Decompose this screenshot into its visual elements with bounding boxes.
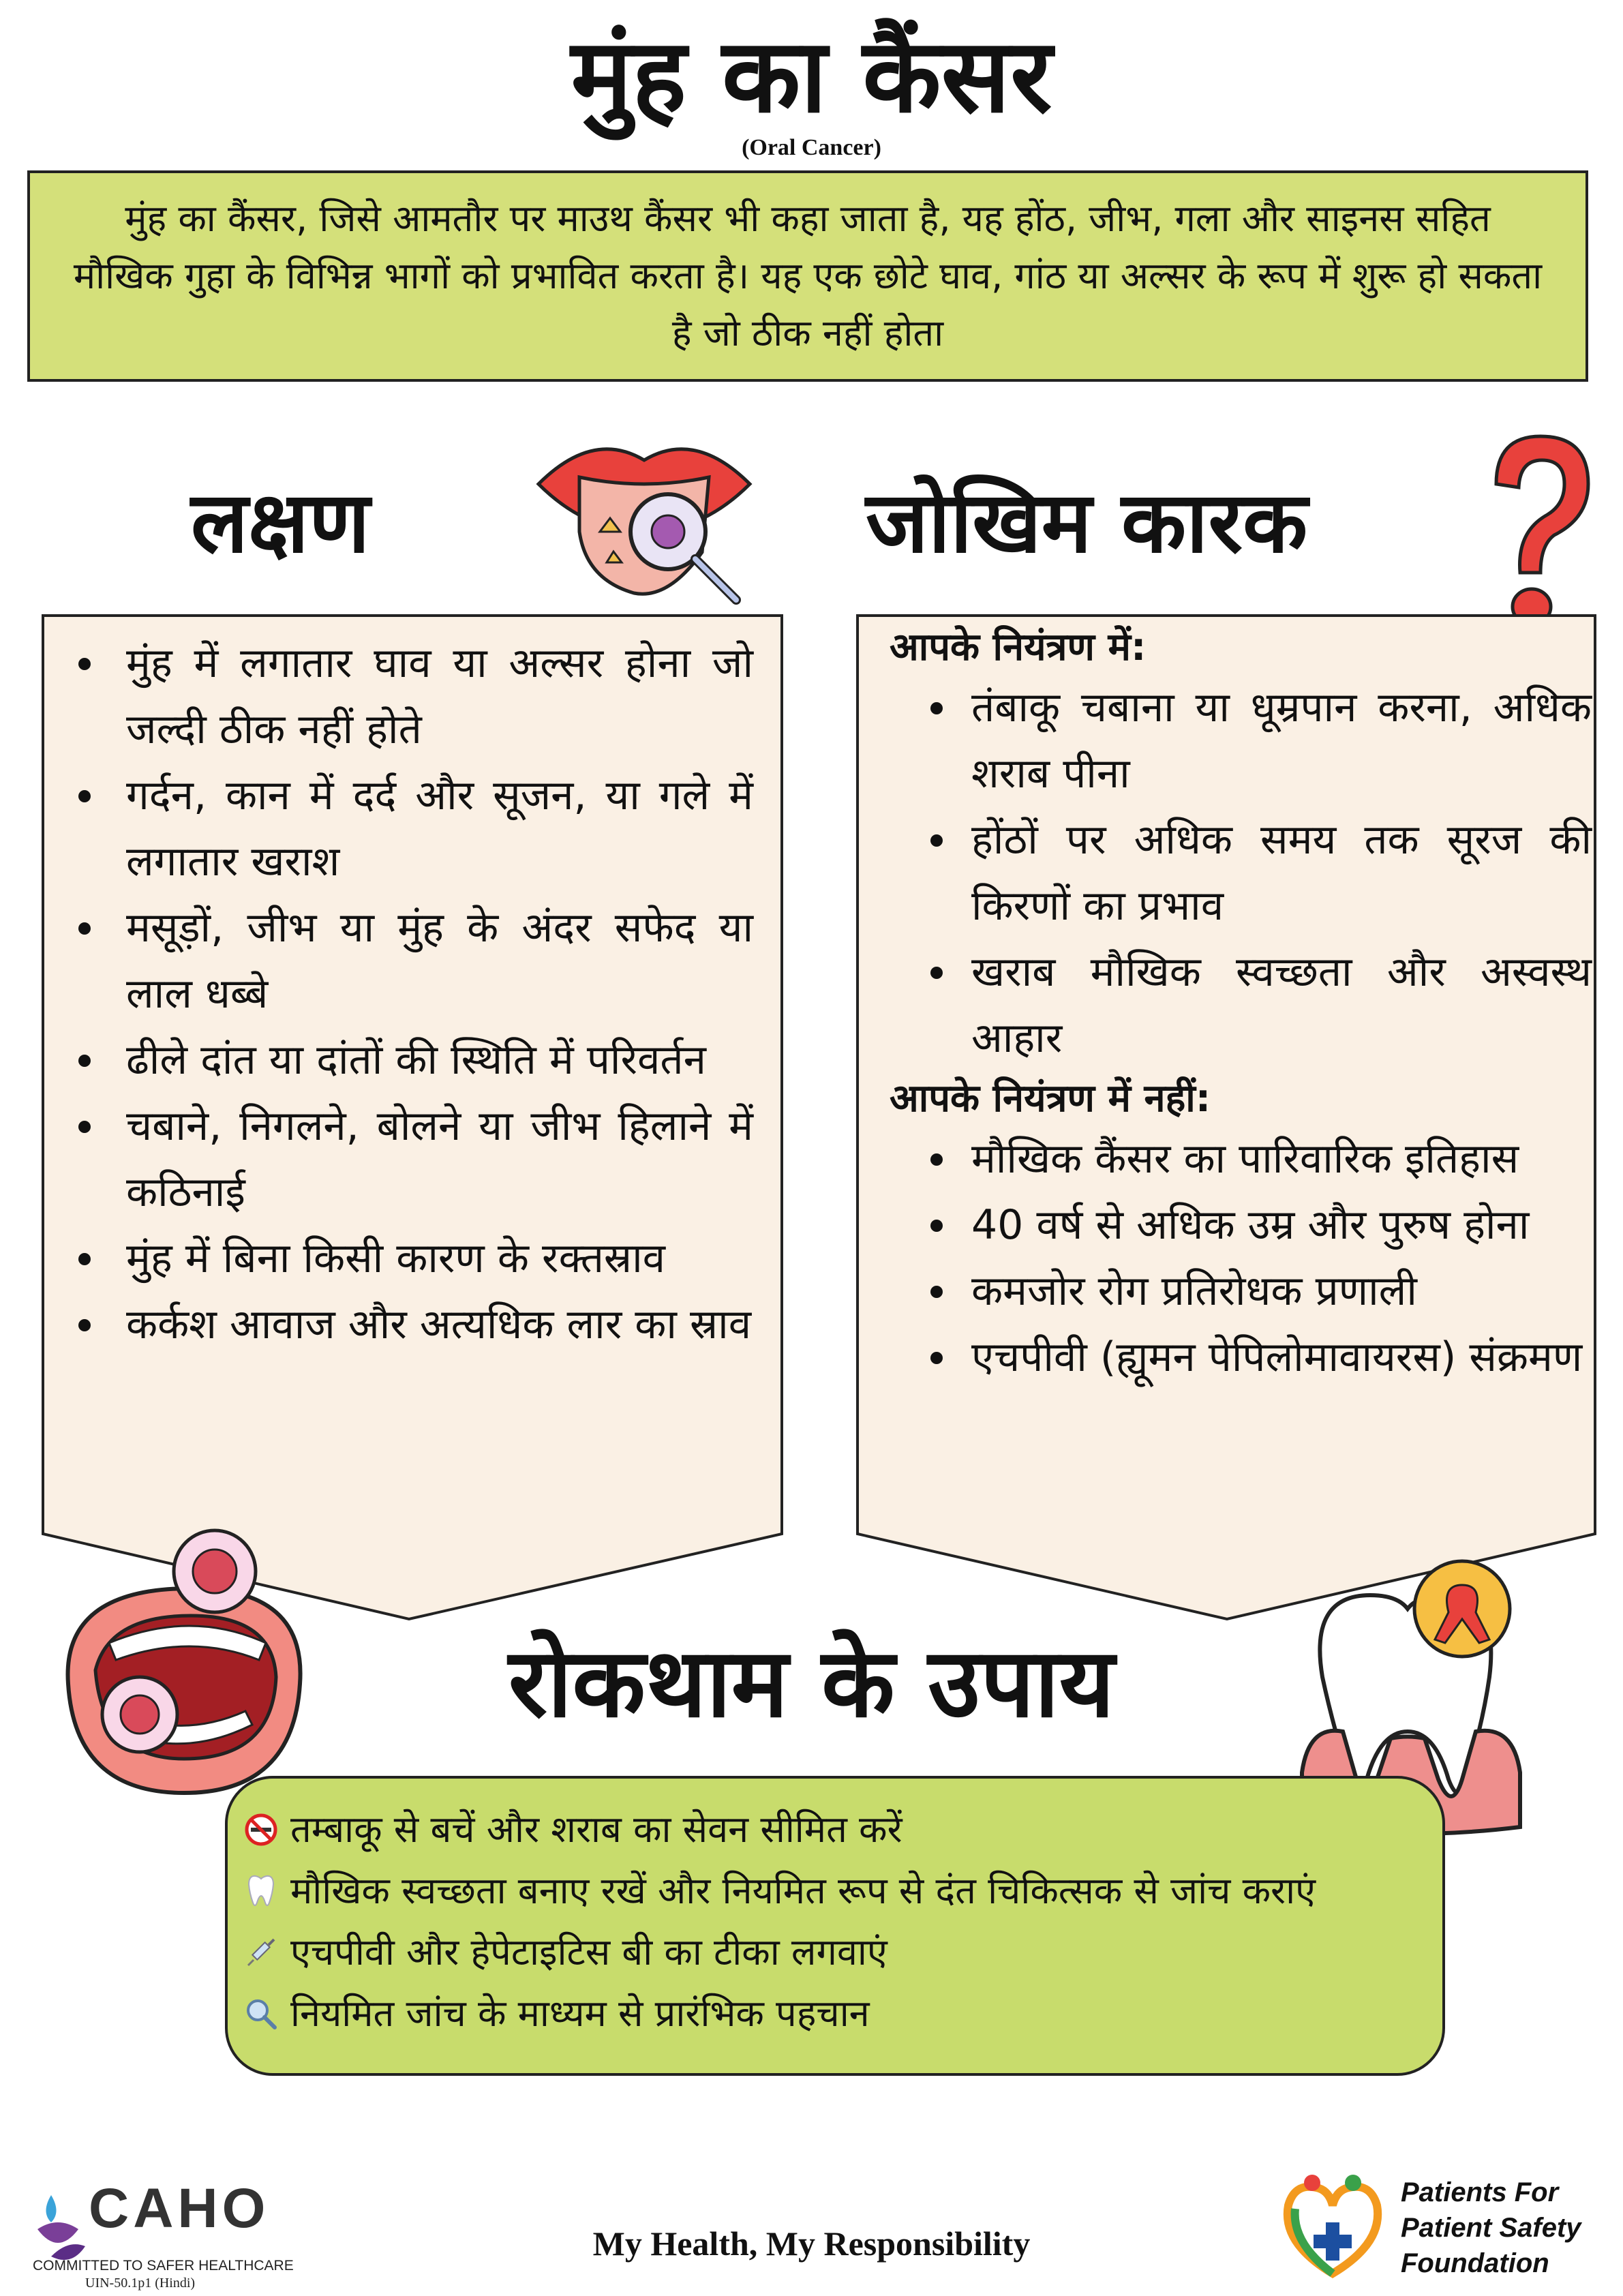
uncontrollable-heading: आपके नियंत्रण में नहीं: [890,1076,1211,1121]
prevention-box [225,1776,1445,2076]
prevention-item [241,1983,1442,2044]
symptoms-heading: लक्षण [191,474,370,572]
list-item: कर्कश आवाज और अत्यधिक लार का स्राव [65,1292,753,1358]
prevention-heading: रोकथाम के उपाय [508,1628,1115,1739]
prevention-item [241,1860,1442,1922]
prevention-item [241,1922,1442,1983]
list-item: एचपीवी (ह्यूमन पेपिलोमावायरस) संक्रमण [890,1325,1592,1391]
prevention-item [241,1799,1442,1860]
intro-text: मुंह का कैंसर, जिसे आमतौर पर माउथ कैंसर भी कहा जाता है, यह होंठ, जीभ, गला और साइनस सहित मौखिक गुहा के विभिन्न भागों को प्रभावित करता है। यह एक छोटे घाव, गांठ या अल्सर के रूप में शुरू हो सकता है जो ठीक नहीं होता [73,197,1543,354]
pfps-name [1401,2175,1581,2281]
list-item: मौखिक कैंसर का पारिवारिक इतिहास [890,1126,1592,1192]
list-item: तंबाकू चबाना या धूम्रपान करना, अधिक शराब पीना [890,675,1592,807]
page-title: मुंह का कैंसर [571,17,1052,136]
prevention-item-text: नियमित जांच के माध्यम से प्रारंभिक पहचान [290,1992,870,2035]
prevention-item-text: मौखिक स्वच्छता बनाए रखें और नियमित रूप से दंत चिकित्सक से जांच कराएं [290,1869,1316,1912]
list-item: कमजोर रोग प्रतिरोधक प्रणाली [890,1258,1592,1325]
prevention-item-text: एचपीवी और हेपेटाइटिस बी का टीका लगवाएं [290,1931,888,1974]
list-item: 40 वर्ष से अधिक उम्र और पुरुष होना [890,1192,1592,1258]
magnifier-icon [241,1994,281,2034]
list-item: चबाने, निगलने, बोलने या जीभ हिलाने में कठिनाई [65,1093,753,1226]
risk-factors-list-container [890,620,1592,1391]
controllable-heading: आपके नियंत्रण में: [890,625,1147,669]
caho-tagline: COMMITTED TO SAFER HEALTHCARE [33,2258,294,2274]
pfps-line: Patients For [1401,2177,1559,2207]
list-item: मुंह में लगातार घाव या अल्सर होना जो जल्दी ठीक नहीं होते [65,631,753,763]
footer-tagline: My Health, My Responsibility [592,2224,1031,2263]
no-smoking-icon [241,1810,281,1849]
list-item: खराब मौखिक स्वच्छता और अस्वस्थ आहार [890,939,1592,1072]
caho-name: CAHO [89,2177,270,2239]
pfps-line: Foundation [1401,2248,1549,2278]
pfps-line: Patient Safety [1401,2213,1581,2243]
symptoms-list [65,631,753,1358]
page-subtitle: (Oral Cancer) [742,135,881,160]
list-item: मुंह में बिना किसी कारण के रक्तस्राव [65,1226,753,1292]
list-item: मसूड़ों, जीभ या मुंह के अंदर सफेद या लाल धब्बे [65,895,753,1027]
tongue-magnifier-icon [532,429,757,607]
caho-uin: UIN-50.1p1 (Hindi) [85,2276,196,2291]
list-item: गर्दन, कान में दर्द और सूजन, या गले में लगातार खराश [65,763,753,895]
list-item: ढीले दांत या दांतों की स्थिति में परिवर्तन [65,1027,753,1093]
uncontrollable-list [890,1126,1592,1391]
intro-box [27,170,1588,382]
tooth-icon [241,1871,281,1911]
risk-factors-heading: जोखिम कारक [866,474,1308,572]
symptoms-list-container [65,631,753,1358]
pfps-logo [1275,2168,1394,2280]
prevention-item-text: तम्बाकू से बचें और शराब का सेवन सीमित करें [290,1808,902,1851]
syringe-icon [241,1933,281,1972]
list-item: होंठों पर अधिक समय तक सूरज की किरणों का प्रभाव [890,807,1592,939]
controllable-list [890,675,1592,1072]
